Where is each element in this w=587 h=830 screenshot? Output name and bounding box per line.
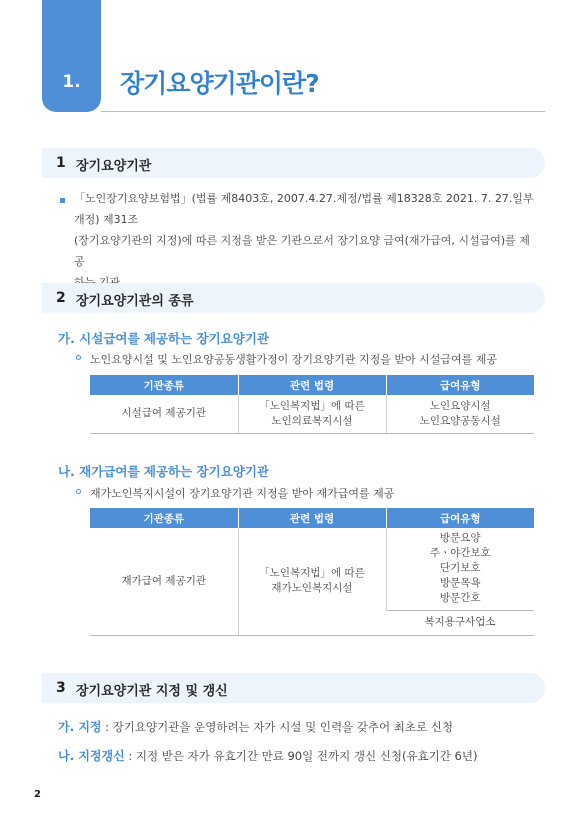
subsection-text: 재가노인복지시설이 장기요양기관 지정을 받아 재가급여를 제공 <box>90 487 395 500</box>
section-number: 1 <box>56 155 66 171</box>
section-number: 3 <box>56 680 66 696</box>
table-row <box>90 528 534 610</box>
table-cell-benefit <box>386 395 534 433</box>
item-text: : 지정 받은 자가 유효기간 만료 90일 전까지 갱신 신청(유효기간 6년) <box>124 749 478 763</box>
subsection-heading: 가. 시설급여를 제공하는 장기요양기관 <box>58 331 270 346</box>
table-header-cell: 기관종류 <box>90 508 238 528</box>
item-text: : 장기요양기관을 운영하려는 자가 시설 및 인력을 갖추어 최초로 신청 <box>101 720 453 734</box>
chapter-number: 1. <box>62 72 81 92</box>
benefit-line: 방문요양 <box>439 532 481 545</box>
item-key: 나. 지정갱신 <box>58 749 125 763</box>
benefit-line: 노인요양공동시설 <box>419 414 501 427</box>
benefit-line: 단기보호 <box>439 562 481 575</box>
table-row <box>90 395 534 433</box>
chapter-tab <box>42 0 101 112</box>
benefit-line: 주ㆍ야간보호 <box>429 547 491 560</box>
table-header-row <box>90 508 534 528</box>
section-number: 2 <box>56 290 66 306</box>
table-cell-law <box>238 395 386 433</box>
circle-bullet-icon <box>76 489 81 494</box>
renewal-item <box>58 747 477 764</box>
section-1-paragraph <box>74 188 536 293</box>
table-header-cell: 관련 법령 <box>238 375 386 395</box>
table-header-cell: 관련 법령 <box>238 508 386 528</box>
section-title: 장기요양기관 지정 및 갱신 <box>76 684 228 699</box>
table-cell-benefit <box>386 528 534 610</box>
benefit-line: 방문목욕 <box>439 577 481 590</box>
item-key: 가. 지정 <box>58 720 102 734</box>
law-line: 재가노인복지시설 <box>271 582 353 595</box>
circle-bullet-icon <box>76 355 81 360</box>
chapter-title: 장기요양기관이란? <box>120 69 319 98</box>
section-3-header <box>42 673 545 703</box>
table-cell-law <box>238 528 386 635</box>
facility-benefit-table <box>90 375 534 434</box>
square-bullet-icon <box>60 198 65 203</box>
subsection-text: 노인요양시설 및 노인요양공동생활가정이 장기요양기관 지정을 받아 시설급여를 제공 <box>90 353 498 366</box>
table-header-row <box>90 375 534 395</box>
law-line: 노인의료복지시설 <box>271 414 353 427</box>
paragraph-line: 「노인장기요양보험법」(법률 제8403호, 2007.4.27.제정/법률 제18328호 2021. 7. 27.일부개정) 제31조 <box>74 192 534 226</box>
designation-item <box>58 718 453 735</box>
table-cell-benefit: 복지용구사업소 <box>386 610 534 635</box>
benefit-line: 노인요양시설 <box>429 399 491 412</box>
table-header-cell: 급여유형 <box>386 508 534 528</box>
table-cell-type: 시설급여 제공기관 <box>90 395 238 433</box>
section-title: 장기요양기관 <box>76 159 152 174</box>
law-line: 「노인복지법」에 따른 <box>259 399 365 412</box>
paragraph-line: (장기요양기관의 지정)에 따른 지정을 받은 기관으로서 장기요양 급여(재가급여, 시설급여)를 제공 <box>74 234 530 268</box>
benefit-line: 방문간호 <box>439 592 481 605</box>
section-2-header <box>42 283 545 313</box>
table-cell-type: 재가급여 제공기관 <box>90 528 238 635</box>
table-header-cell: 급여유형 <box>386 375 534 395</box>
law-line: 「노인복지법」에 따른 <box>259 567 365 580</box>
table-header-cell: 기관종류 <box>90 375 238 395</box>
page-number: 2 <box>34 789 41 800</box>
title-divider <box>101 111 545 112</box>
section-1-header <box>42 148 545 178</box>
home-benefit-table <box>90 508 534 636</box>
subsection-heading: 나. 재가급여를 제공하는 장기요양기관 <box>58 464 270 479</box>
section-title: 장기요양기관의 종류 <box>76 294 194 309</box>
